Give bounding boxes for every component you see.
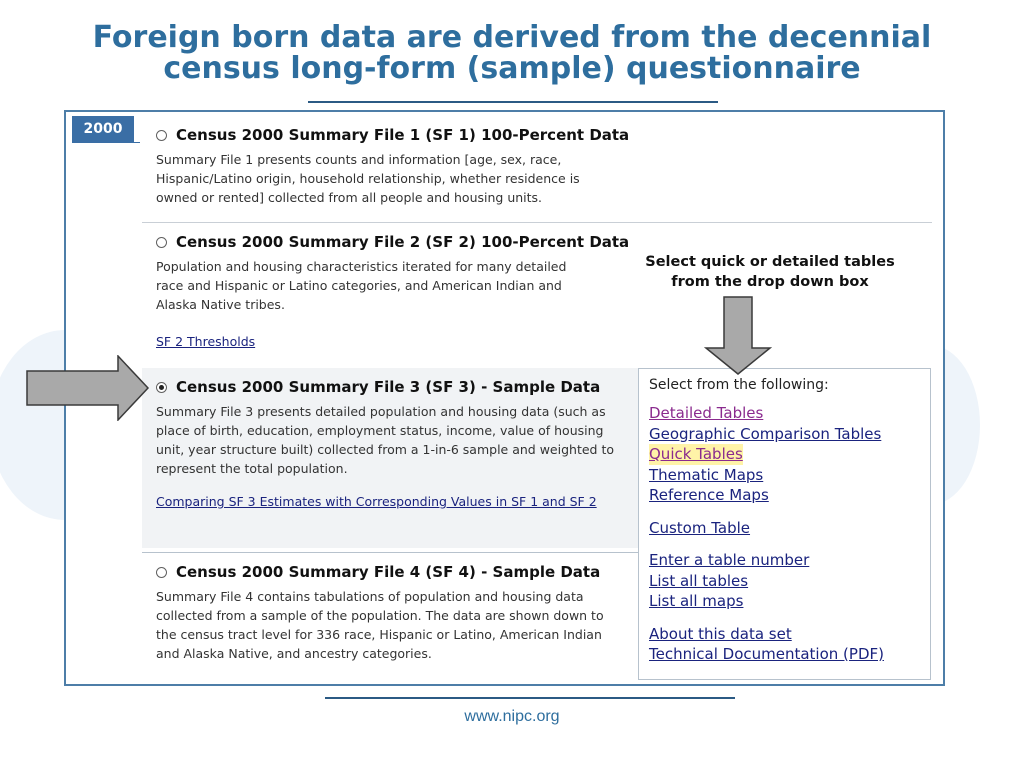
right-arrow-icon	[26, 355, 150, 421]
census-screenshot-frame	[64, 110, 945, 686]
option-row-sf2[interactable]	[156, 233, 918, 251]
enter-table-number-link[interactable]: Enter a table number	[649, 551, 810, 569]
detailed-tables-link[interactable]: Detailed Tables	[649, 404, 764, 422]
radio-sf3-selected[interactable]	[156, 382, 167, 393]
option-desc-sf4: Summary File 4 contains tabulations of population and housing data collected from a sample of the population. The data are shown down to the census tract level for 336 race, Hispanic or Latino, American Indian and Alaska Native, and ancestry categories.	[156, 589, 604, 661]
thematic-maps-link[interactable]: Thematic Maps	[649, 465, 764, 484]
select-from-heading: Select from the following:	[649, 377, 829, 393]
custom-table-link[interactable]: Custom Table	[649, 518, 751, 537]
list-all-tables-link[interactable]: List all tables	[649, 571, 749, 590]
option-row-sf3[interactable]	[156, 378, 624, 396]
group-gap	[649, 538, 920, 550]
geographic-comparison-tables-link[interactable]: Geographic Comparison Tables	[649, 424, 882, 443]
callout-line2: from the drop down box	[671, 274, 869, 290]
option-title-sf3: Census 2000 Summary File 3 (SF 3) - Sample Data	[176, 378, 601, 396]
radio-sf1[interactable]	[156, 130, 167, 141]
option-desc-sf3: Summary File 3 presents detailed population and housing data (such as place of birth, education, employment status, income, value of housing unit, year structure built) collected from a 1-in-6 sample and weighted to represent the total population.	[156, 404, 615, 476]
year-tab-rule	[72, 142, 140, 143]
option-panel-sf1	[142, 116, 932, 222]
option-panel-sf3	[142, 368, 638, 548]
about-data-set-link[interactable]: About this data set	[649, 624, 792, 643]
option-title-sf1: Census 2000 Summary File 1 (SF 1) 100-Percent Data	[176, 126, 630, 144]
radio-sf4[interactable]	[156, 567, 167, 578]
technical-documentation-link[interactable]: Technical Documentation (PDF)	[649, 645, 884, 663]
option-panel-sf2	[142, 222, 932, 368]
callout-text	[620, 252, 920, 292]
slide-title-line2: census long-form (sample) questionnaire	[163, 51, 861, 86]
option-title-sf2: Census 2000 Summary File 2 (SF 2) 100-Percent Data	[176, 233, 630, 251]
slide-title	[0, 22, 1024, 84]
sf2-thresholds-link[interactable]: SF 2 Thresholds	[156, 334, 256, 349]
year-tab-2000[interactable]: 2000	[72, 116, 134, 142]
footer-rule	[325, 697, 735, 699]
reference-maps-link[interactable]: Reference Maps	[649, 486, 769, 504]
callout-line1: Select quick or detailed tables	[645, 254, 895, 270]
footer-url: www.nipc.org	[464, 708, 560, 725]
title-underline	[308, 101, 718, 103]
group-gap	[649, 612, 920, 624]
select-from-panel	[638, 368, 931, 680]
option-row-sf1[interactable]	[156, 126, 918, 144]
comparing-sf3-link[interactable]: Comparing SF 3 Estimates with Corresponding Values in SF 1 and SF 2	[156, 494, 597, 509]
option-desc-sf2: Population and housing characteristics iterated for many detailed race and Hispanic or Latino categories, and American Indian and Alaska Native tribes.	[156, 259, 567, 312]
quick-tables-link[interactable]: Quick Tables	[649, 445, 743, 463]
option-desc-sf1: Summary File 1 presents counts and information [age, sex, race, Hispanic/Latino origin, household relationship, whether residence is owned or rented] collected from all people and housing units.	[156, 152, 580, 205]
option-title-sf4: Census 2000 Summary File 4 (SF 4) - Sample Data	[176, 563, 601, 581]
group-gap	[649, 506, 920, 518]
option-row-sf4[interactable]	[156, 563, 624, 581]
radio-sf2[interactable]	[156, 237, 167, 248]
slide-title-line1: Foreign born data are derived from the decennial	[92, 20, 932, 55]
down-arrow-icon	[704, 296, 772, 376]
option-panel-sf4	[142, 552, 638, 680]
list-all-maps-link[interactable]: List all maps	[649, 592, 744, 610]
